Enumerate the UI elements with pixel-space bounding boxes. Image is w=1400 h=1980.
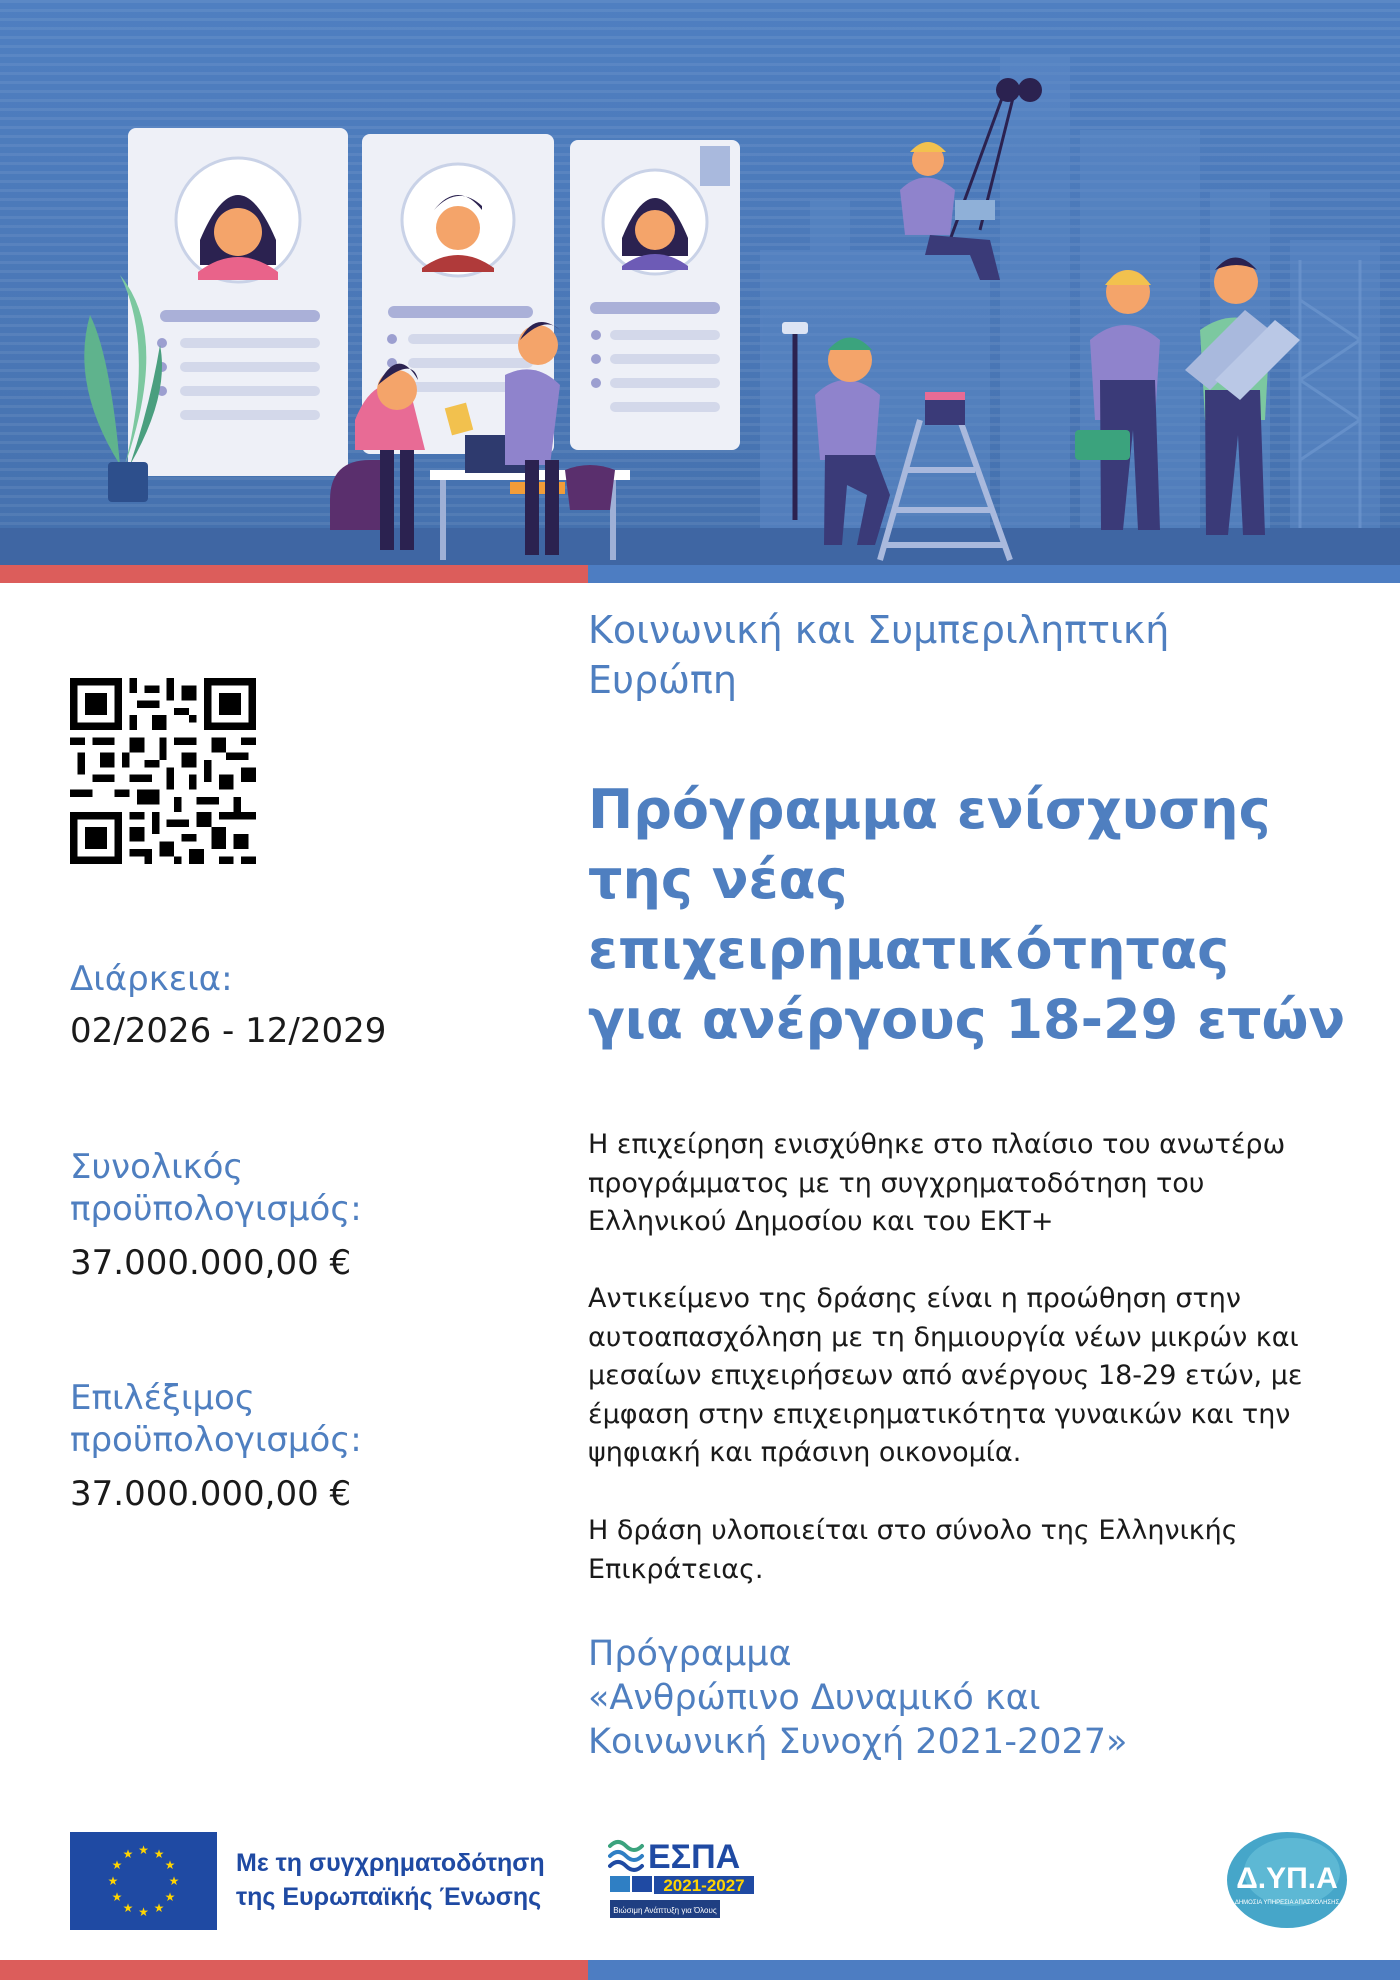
espa-tagline: Βιώσιμη Ανάπτυξη για Όλους — [613, 1906, 717, 1915]
priority-heading-line2: Ευρώπη — [588, 658, 737, 702]
eu-cofunding-text — [236, 1846, 596, 1914]
qr-code-icon — [70, 678, 256, 864]
paragraph-line: Η δράση υλοποιείται στο σύνολο της Ελληνικής — [588, 1515, 1238, 1546]
paragraph-line: μεσαίων επιχειρήσεων από ανέργους 18-29 ετών, με — [588, 1360, 1303, 1391]
hero-illustration — [0, 0, 1400, 565]
funding-paragraph — [588, 1126, 1348, 1242]
total-budget-label-line1: Συνολικός — [70, 1147, 244, 1187]
svg-text:★: ★ — [153, 1901, 165, 1915]
svg-text:★: ★ — [107, 1874, 119, 1888]
programme-name — [588, 1632, 1348, 1764]
priority-heading — [588, 605, 1348, 705]
svg-text:★: ★ — [164, 1858, 176, 1872]
espa-years: 2021-2027 — [663, 1876, 745, 1895]
espa-logo-icon — [608, 1832, 758, 1927]
paragraph-line: Αντικείμενο της δράσης είναι η προώθηση στην — [588, 1283, 1241, 1314]
programme-line1: Πρόγραμμα — [588, 1634, 792, 1674]
svg-text:★: ★ — [111, 1890, 123, 1904]
title-line3: επιχειρηματικότητας — [588, 918, 1230, 981]
programme-line2: «Ανθρώπινο Δυναμικό και — [588, 1678, 1041, 1718]
eligible-budget-label-line2: προϋπολογισμός: — [70, 1420, 362, 1460]
eligible-budget-label — [70, 1377, 362, 1461]
total-budget-label-line2: προϋπολογισμός: — [70, 1189, 362, 1229]
page-title — [588, 775, 1348, 1055]
dypa-subtitle: ΔΗΜΟΣΙΑ ΥΠΗΡΕΣΙΑ ΑΠΑΣΧΟΛΗΣΗΣ — [1234, 1900, 1340, 1906]
bottom-color-bar — [0, 1960, 1400, 1980]
eu-flag-icon — [70, 1832, 217, 1930]
svg-text:★: ★ — [122, 1901, 134, 1915]
eu-text-line1: Με τη συγχρηματοδότηση — [236, 1849, 545, 1877]
paragraph-line: έμφαση στην επιχειρηματικότητα γυναικών και την — [588, 1398, 1291, 1430]
duration-value: 02/2026 - 12/2029 — [70, 1011, 387, 1051]
svg-text:★: ★ — [164, 1890, 176, 1904]
objective-paragraph — [588, 1280, 1348, 1473]
paragraph-line: αυτοαπασχόληση με τη δημιουργία νέων μικρών και — [588, 1321, 1299, 1353]
eu-text-line2: της Ευρωπαϊκής Ένωσης — [236, 1883, 542, 1911]
title-line4: για ανέργους 18-29 ετών — [588, 988, 1346, 1051]
svg-text:★: ★ — [138, 1843, 149, 1857]
title-line1: Πρόγραμμα ενίσχυσης — [588, 778, 1271, 841]
svg-text:★: ★ — [122, 1847, 134, 1861]
programme-line3: Κοινωνική Συνοχή 2021-2027» — [588, 1722, 1128, 1762]
eligible-budget-label-line1: Επιλέξιμος — [70, 1378, 255, 1418]
svg-text:★: ★ — [153, 1847, 165, 1861]
svg-text:★: ★ — [168, 1874, 180, 1888]
svg-text:★: ★ — [138, 1905, 149, 1919]
paragraph-line: Επικράτειας. — [588, 1553, 764, 1585]
duration-label: Διάρκεια: — [70, 959, 233, 999]
svg-text:★: ★ — [111, 1858, 123, 1872]
espa-logo-text: ΕΣΠΑ — [648, 1838, 741, 1876]
paragraph-line: Η επιχείρηση ενισχύθηκε στο πλαίσιο του ανωτέρω — [588, 1129, 1286, 1160]
top-color-bar — [0, 565, 1400, 583]
title-line2: της νέας — [588, 848, 848, 911]
total-budget-label — [70, 1146, 362, 1230]
priority-heading-line1: Κοινωνική και Συμπεριληπτική — [588, 608, 1170, 652]
total-budget-value: 37.000.000,00 € — [70, 1243, 352, 1283]
scope-paragraph — [588, 1512, 1348, 1589]
eligible-budget-value: 37.000.000,00 € — [70, 1474, 352, 1514]
dypa-logo-text: Δ.ΥΠ.Α — [1236, 1862, 1338, 1895]
dypa-logo-icon — [1222, 1824, 1352, 1932]
paragraph-line: Ελληνικού Δημοσίου και του ΕΚΤ+ — [588, 1206, 1054, 1237]
hero-scene-icon — [0, 0, 1400, 565]
paragraph-line: προγράμματος με τη συγχρηματοδότηση του — [588, 1167, 1205, 1199]
paragraph-line: ψηφιακή και πράσινη οικονομία. — [588, 1437, 1022, 1468]
